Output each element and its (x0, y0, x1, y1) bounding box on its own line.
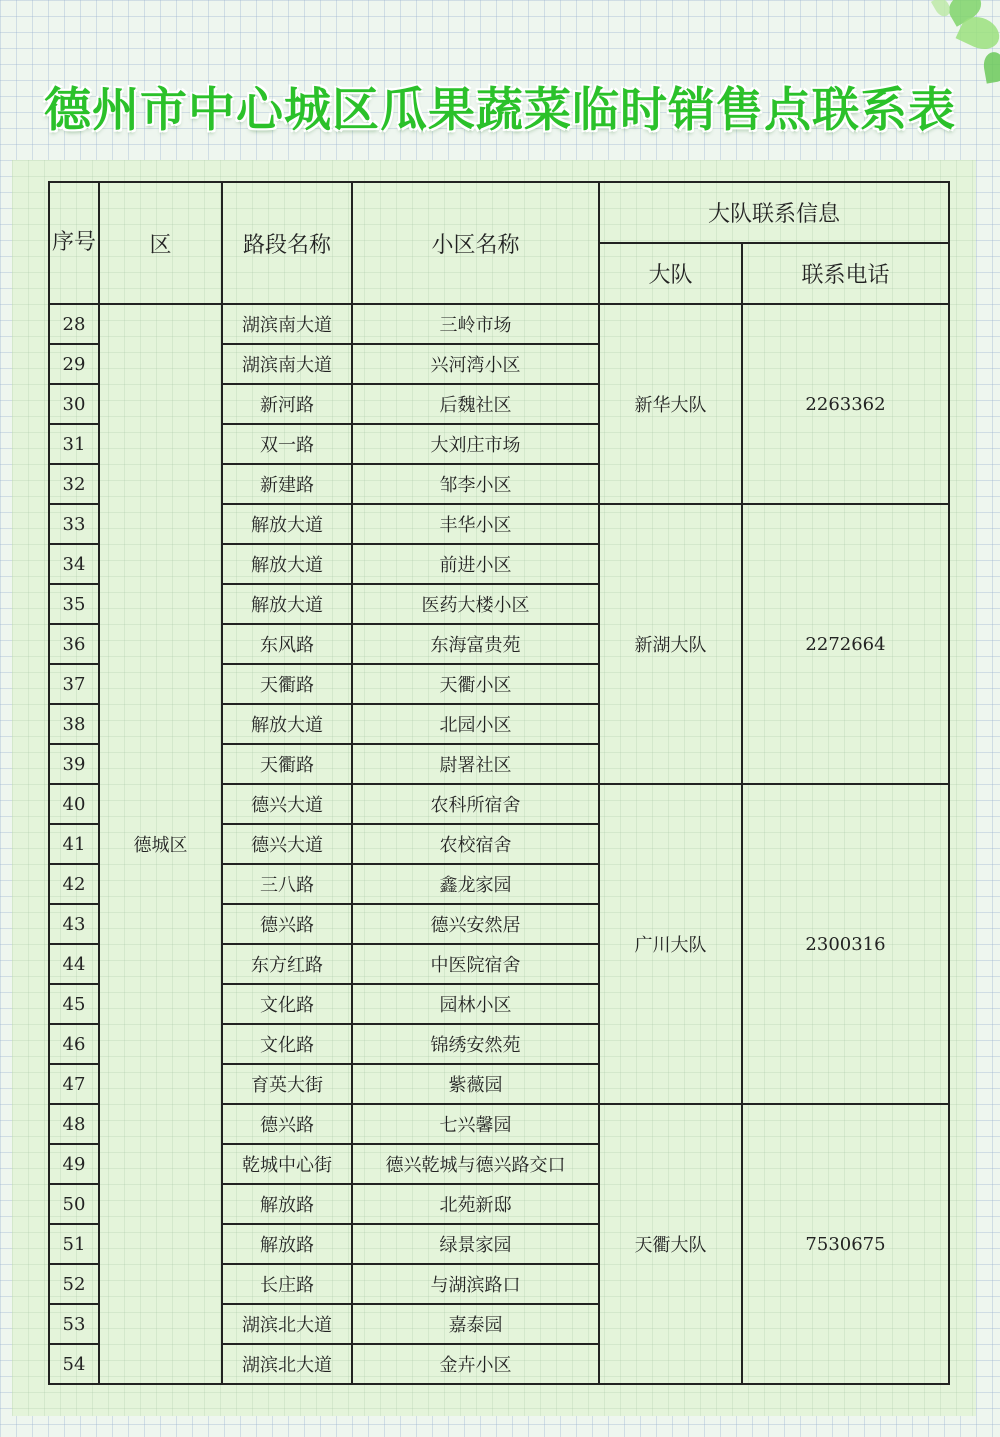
row-road: 双一路 (222, 424, 352, 464)
row-community: 丰华小区 (352, 504, 599, 544)
row-road: 新建路 (222, 464, 352, 504)
row-road: 德兴大道 (222, 784, 352, 824)
row-seq: 36 (49, 624, 99, 664)
row-seq: 39 (49, 744, 99, 784)
row-road: 东风路 (222, 624, 352, 664)
row-seq: 29 (49, 344, 99, 384)
row-seq: 48 (49, 1104, 99, 1144)
row-road: 解放大道 (222, 584, 352, 624)
row-community: 天衢小区 (352, 664, 599, 704)
row-community: 与湖滨路口 (352, 1264, 599, 1304)
row-community: 德兴乾城与德兴路交口 (352, 1144, 599, 1184)
row-road: 德兴路 (222, 1104, 352, 1144)
brigade-name-cell: 新华大队 (599, 304, 742, 504)
row-road: 德兴大道 (222, 824, 352, 864)
table-row (49, 304, 949, 344)
row-community: 金卉小区 (352, 1344, 599, 1384)
row-community: 后魏社区 (352, 384, 599, 424)
row-community: 邹李小区 (352, 464, 599, 504)
row-seq: 28 (49, 304, 99, 344)
row-seq: 47 (49, 1064, 99, 1104)
contact-table (48, 181, 950, 1385)
row-community: 紫薇园 (352, 1064, 599, 1104)
row-community: 德兴安然居 (352, 904, 599, 944)
header-seq: 序号 (49, 182, 99, 304)
row-community: 中医院宿舍 (352, 944, 599, 984)
row-seq: 34 (49, 544, 99, 584)
row-community: 园林小区 (352, 984, 599, 1024)
row-road: 湖滨南大道 (222, 304, 352, 344)
row-community: 绿景家园 (352, 1224, 599, 1264)
row-community: 三岭市场 (352, 304, 599, 344)
row-community: 兴河湾小区 (352, 344, 599, 384)
row-community: 北园小区 (352, 704, 599, 744)
row-road: 解放大道 (222, 504, 352, 544)
brigade-phone-cell: 2272664 (742, 504, 949, 784)
row-community: 医药大楼小区 (352, 584, 599, 624)
row-road: 德兴路 (222, 904, 352, 944)
brigade-phone-cell: 2300316 (742, 784, 949, 1104)
row-seq: 31 (49, 424, 99, 464)
header-brigade-group: 大队联系信息 (599, 182, 949, 243)
row-seq: 35 (49, 584, 99, 624)
row-road: 东方红路 (222, 944, 352, 984)
header-district: 区 (99, 182, 222, 304)
row-road: 湖滨北大道 (222, 1344, 352, 1384)
row-road: 解放大道 (222, 704, 352, 744)
header-community: 小区名称 (352, 182, 599, 304)
brigade-name-cell: 天衢大队 (599, 1104, 742, 1384)
row-road: 乾城中心街 (222, 1144, 352, 1184)
row-community: 七兴馨园 (352, 1104, 599, 1144)
row-seq: 46 (49, 1024, 99, 1064)
row-seq: 51 (49, 1224, 99, 1264)
row-community: 农校宿舍 (352, 824, 599, 864)
brigade-phone-cell: 7530675 (742, 1104, 949, 1384)
district-cell: 德城区 (99, 304, 222, 1384)
header-phone: 联系电话 (742, 243, 949, 304)
row-road: 湖滨北大道 (222, 1304, 352, 1344)
row-seq: 32 (49, 464, 99, 504)
row-road: 长庄路 (222, 1264, 352, 1304)
row-road: 文化路 (222, 984, 352, 1024)
row-community: 锦绣安然苑 (352, 1024, 599, 1064)
row-community: 鑫龙家园 (352, 864, 599, 904)
row-road: 解放路 (222, 1184, 352, 1224)
row-seq: 45 (49, 984, 99, 1024)
row-community: 农科所宿舍 (352, 784, 599, 824)
row-seq: 50 (49, 1184, 99, 1224)
header-brigade: 大队 (599, 243, 742, 304)
row-seq: 52 (49, 1264, 99, 1304)
row-community: 大刘庄市场 (352, 424, 599, 464)
row-road: 育英大街 (222, 1064, 352, 1104)
row-seq: 44 (49, 944, 99, 984)
row-seq: 54 (49, 1344, 99, 1384)
row-community: 北苑新邸 (352, 1184, 599, 1224)
row-community: 东海富贵苑 (352, 624, 599, 664)
row-road: 三八路 (222, 864, 352, 904)
row-seq: 37 (49, 664, 99, 704)
row-seq: 30 (49, 384, 99, 424)
row-seq: 41 (49, 824, 99, 864)
brigade-name-cell: 新湖大队 (599, 504, 742, 784)
row-seq: 38 (49, 704, 99, 744)
row-seq: 53 (49, 1304, 99, 1344)
row-road: 天衢路 (222, 744, 352, 784)
row-road: 文化路 (222, 1024, 352, 1064)
row-road: 湖滨南大道 (222, 344, 352, 384)
row-road: 新河路 (222, 384, 352, 424)
row-road: 解放大道 (222, 544, 352, 584)
row-seq: 49 (49, 1144, 99, 1184)
row-road: 解放路 (222, 1224, 352, 1264)
row-community: 尉署社区 (352, 744, 599, 784)
row-seq: 33 (49, 504, 99, 544)
page-title: 德州市中心城区瓜果蔬菜临时销售点联系表 (44, 83, 956, 138)
row-seq: 43 (49, 904, 99, 944)
brigade-name-cell: 广川大队 (599, 784, 742, 1104)
row-seq: 42 (49, 864, 99, 904)
row-community: 嘉泰园 (352, 1304, 599, 1344)
row-seq: 40 (49, 784, 99, 824)
row-road: 天衢路 (222, 664, 352, 704)
row-community: 前进小区 (352, 544, 599, 584)
header-road: 路段名称 (222, 182, 352, 304)
brigade-phone-cell: 2263362 (742, 304, 949, 504)
